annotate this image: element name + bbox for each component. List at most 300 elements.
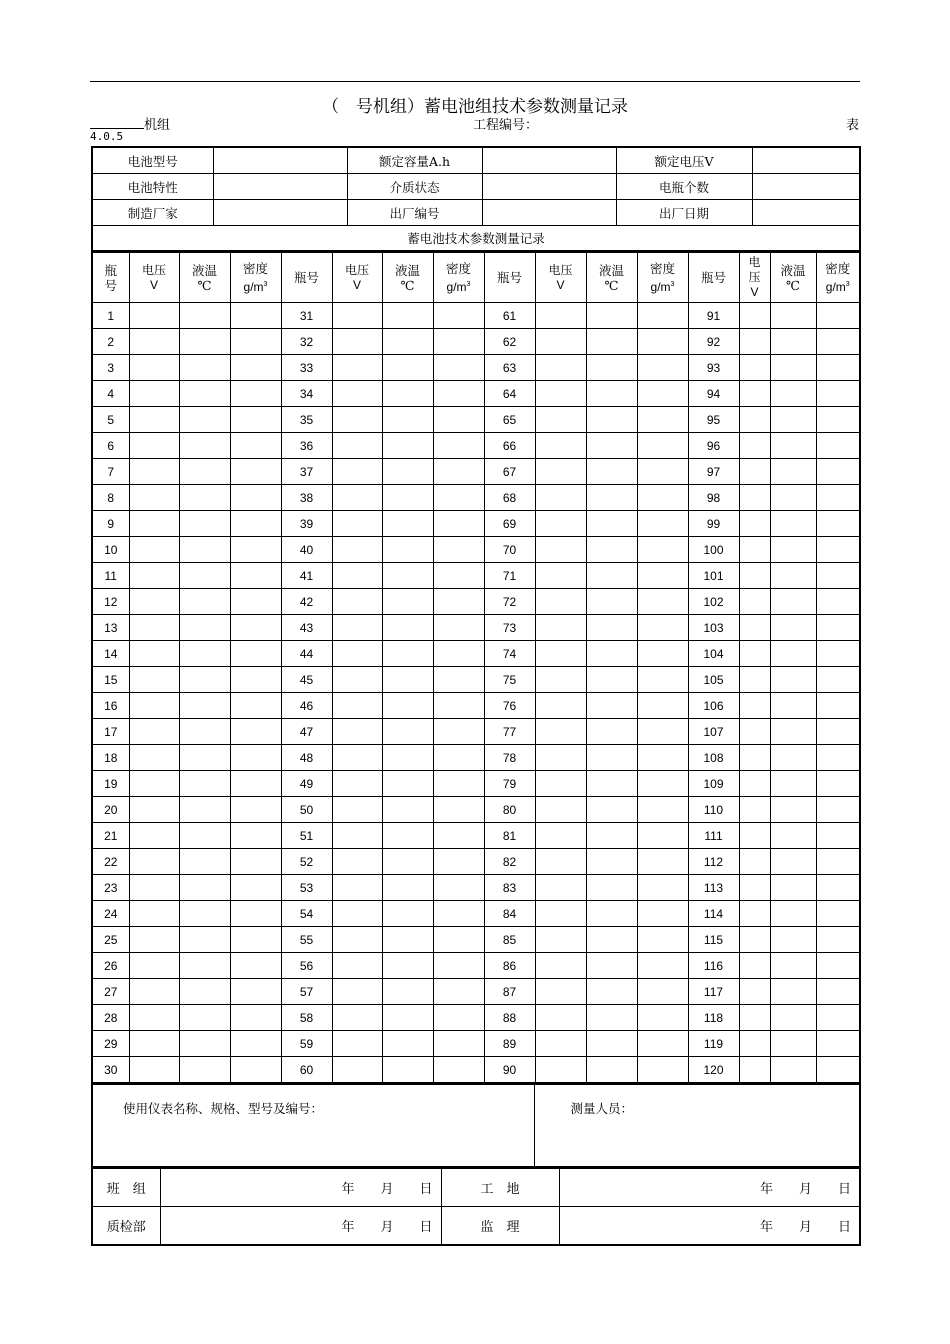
temperature-cell[interactable]: [179, 953, 230, 979]
voltage-cell[interactable]: [129, 771, 179, 797]
density-cell[interactable]: [230, 381, 281, 407]
density-cell[interactable]: [230, 719, 281, 745]
density-cell[interactable]: [230, 979, 281, 1005]
density-cell[interactable]: [433, 797, 484, 823]
voltage-cell[interactable]: [739, 927, 770, 953]
density-cell[interactable]: [230, 563, 281, 589]
info-value-cell[interactable]: [213, 174, 347, 200]
instruments-field[interactable]: [92, 1085, 534, 1168]
temperature-cell[interactable]: [770, 485, 816, 511]
density-cell[interactable]: [433, 381, 484, 407]
voltage-cell[interactable]: [332, 1057, 382, 1084]
density-cell[interactable]: [816, 1031, 860, 1057]
sign-left-date[interactable]: [160, 1207, 441, 1246]
temperature-cell[interactable]: [382, 901, 433, 927]
temperature-cell[interactable]: [586, 745, 637, 771]
density-cell[interactable]: [816, 381, 860, 407]
density-cell[interactable]: [433, 1005, 484, 1031]
temperature-cell[interactable]: [770, 745, 816, 771]
voltage-cell[interactable]: [535, 381, 586, 407]
info-value-cell[interactable]: [482, 200, 616, 226]
temperature-cell[interactable]: [586, 901, 637, 927]
voltage-cell[interactable]: [332, 667, 382, 693]
temperature-cell[interactable]: [382, 745, 433, 771]
density-cell[interactable]: [230, 1057, 281, 1084]
density-cell[interactable]: [230, 303, 281, 329]
voltage-cell[interactable]: [739, 381, 770, 407]
voltage-cell[interactable]: [739, 615, 770, 641]
temperature-cell[interactable]: [179, 1057, 230, 1084]
temperature-cell[interactable]: [382, 823, 433, 849]
temperature-cell[interactable]: [770, 329, 816, 355]
density-cell[interactable]: [230, 433, 281, 459]
voltage-cell[interactable]: [739, 537, 770, 563]
voltage-cell[interactable]: [739, 1005, 770, 1031]
temperature-cell[interactable]: [586, 927, 637, 953]
unit-blank[interactable]: [90, 116, 144, 129]
density-cell[interactable]: [816, 901, 860, 927]
density-cell[interactable]: [433, 615, 484, 641]
density-cell[interactable]: [637, 381, 688, 407]
voltage-cell[interactable]: [332, 1031, 382, 1057]
voltage-cell[interactable]: [535, 355, 586, 381]
density-cell[interactable]: [637, 355, 688, 381]
density-cell[interactable]: [230, 667, 281, 693]
temperature-cell[interactable]: [179, 615, 230, 641]
density-cell[interactable]: [816, 849, 860, 875]
voltage-cell[interactable]: [535, 615, 586, 641]
density-cell[interactable]: [230, 641, 281, 667]
density-cell[interactable]: [816, 1057, 860, 1084]
voltage-cell[interactable]: [129, 589, 179, 615]
voltage-cell[interactable]: [535, 693, 586, 719]
voltage-cell[interactable]: [535, 823, 586, 849]
voltage-cell[interactable]: [129, 303, 179, 329]
temperature-cell[interactable]: [586, 485, 637, 511]
density-cell[interactable]: [433, 927, 484, 953]
density-cell[interactable]: [637, 407, 688, 433]
density-cell[interactable]: [433, 1031, 484, 1057]
density-cell[interactable]: [816, 979, 860, 1005]
density-cell[interactable]: [433, 667, 484, 693]
temperature-cell[interactable]: [770, 433, 816, 459]
density-cell[interactable]: [433, 641, 484, 667]
voltage-cell[interactable]: [535, 1005, 586, 1031]
temperature-cell[interactable]: [770, 823, 816, 849]
temperature-cell[interactable]: [770, 537, 816, 563]
density-cell[interactable]: [230, 355, 281, 381]
temperature-cell[interactable]: [382, 563, 433, 589]
voltage-cell[interactable]: [739, 823, 770, 849]
temperature-cell[interactable]: [382, 407, 433, 433]
density-cell[interactable]: [433, 433, 484, 459]
temperature-cell[interactable]: [770, 563, 816, 589]
density-cell[interactable]: [637, 667, 688, 693]
density-cell[interactable]: [637, 303, 688, 329]
density-cell[interactable]: [230, 1031, 281, 1057]
density-cell[interactable]: [816, 745, 860, 771]
voltage-cell[interactable]: [332, 511, 382, 537]
temperature-cell[interactable]: [770, 1031, 816, 1057]
voltage-cell[interactable]: [739, 433, 770, 459]
temperature-cell[interactable]: [179, 797, 230, 823]
voltage-cell[interactable]: [739, 875, 770, 901]
density-cell[interactable]: [816, 823, 860, 849]
temperature-cell[interactable]: [586, 407, 637, 433]
temperature-cell[interactable]: [382, 849, 433, 875]
density-cell[interactable]: [230, 823, 281, 849]
temperature-cell[interactable]: [382, 1057, 433, 1084]
voltage-cell[interactable]: [535, 459, 586, 485]
voltage-cell[interactable]: [739, 797, 770, 823]
temperature-cell[interactable]: [382, 511, 433, 537]
voltage-cell[interactable]: [332, 901, 382, 927]
temperature-cell[interactable]: [382, 1031, 433, 1057]
voltage-cell[interactable]: [332, 407, 382, 433]
voltage-cell[interactable]: [535, 485, 586, 511]
temperature-cell[interactable]: [586, 823, 637, 849]
temperature-cell[interactable]: [770, 1057, 816, 1084]
temperature-cell[interactable]: [770, 641, 816, 667]
voltage-cell[interactable]: [332, 797, 382, 823]
density-cell[interactable]: [816, 771, 860, 797]
temperature-cell[interactable]: [179, 641, 230, 667]
temperature-cell[interactable]: [586, 641, 637, 667]
temperature-cell[interactable]: [770, 875, 816, 901]
temperature-cell[interactable]: [179, 355, 230, 381]
voltage-cell[interactable]: [535, 797, 586, 823]
density-cell[interactable]: [230, 875, 281, 901]
density-cell[interactable]: [637, 745, 688, 771]
voltage-cell[interactable]: [535, 537, 586, 563]
voltage-cell[interactable]: [739, 459, 770, 485]
density-cell[interactable]: [816, 485, 860, 511]
density-cell[interactable]: [637, 719, 688, 745]
voltage-cell[interactable]: [535, 849, 586, 875]
density-cell[interactable]: [433, 745, 484, 771]
density-cell[interactable]: [816, 303, 860, 329]
density-cell[interactable]: [816, 433, 860, 459]
temperature-cell[interactable]: [586, 511, 637, 537]
density-cell[interactable]: [816, 667, 860, 693]
density-cell[interactable]: [816, 459, 860, 485]
temperature-cell[interactable]: [382, 615, 433, 641]
temperature-cell[interactable]: [382, 381, 433, 407]
voltage-cell[interactable]: [535, 901, 586, 927]
density-cell[interactable]: [230, 459, 281, 485]
voltage-cell[interactable]: [129, 927, 179, 953]
density-cell[interactable]: [816, 563, 860, 589]
temperature-cell[interactable]: [179, 485, 230, 511]
voltage-cell[interactable]: [739, 329, 770, 355]
temperature-cell[interactable]: [179, 329, 230, 355]
density-cell[interactable]: [433, 355, 484, 381]
voltage-cell[interactable]: [535, 511, 586, 537]
temperature-cell[interactable]: [179, 1031, 230, 1057]
density-cell[interactable]: [816, 875, 860, 901]
info-value-cell[interactable]: [752, 200, 860, 226]
temperature-cell[interactable]: [179, 563, 230, 589]
density-cell[interactable]: [637, 1031, 688, 1057]
density-cell[interactable]: [433, 979, 484, 1005]
density-cell[interactable]: [230, 797, 281, 823]
voltage-cell[interactable]: [535, 589, 586, 615]
temperature-cell[interactable]: [382, 641, 433, 667]
density-cell[interactable]: [816, 511, 860, 537]
voltage-cell[interactable]: [332, 537, 382, 563]
temperature-cell[interactable]: [382, 693, 433, 719]
voltage-cell[interactable]: [739, 901, 770, 927]
density-cell[interactable]: [816, 589, 860, 615]
voltage-cell[interactable]: [535, 641, 586, 667]
voltage-cell[interactable]: [535, 875, 586, 901]
density-cell[interactable]: [637, 849, 688, 875]
density-cell[interactable]: [637, 901, 688, 927]
temperature-cell[interactable]: [586, 563, 637, 589]
temperature-cell[interactable]: [179, 589, 230, 615]
temperature-cell[interactable]: [179, 1005, 230, 1031]
density-cell[interactable]: [816, 953, 860, 979]
voltage-cell[interactable]: [129, 355, 179, 381]
density-cell[interactable]: [637, 927, 688, 953]
temperature-cell[interactable]: [586, 797, 637, 823]
temperature-cell[interactable]: [770, 719, 816, 745]
temperature-cell[interactable]: [586, 1005, 637, 1031]
temperature-cell[interactable]: [586, 719, 637, 745]
info-value-cell[interactable]: [752, 147, 860, 174]
sign-right-date[interactable]: [559, 1207, 860, 1246]
temperature-cell[interactable]: [586, 771, 637, 797]
voltage-cell[interactable]: [129, 537, 179, 563]
density-cell[interactable]: [637, 615, 688, 641]
voltage-cell[interactable]: [535, 1031, 586, 1057]
density-cell[interactable]: [230, 927, 281, 953]
voltage-cell[interactable]: [129, 953, 179, 979]
temperature-cell[interactable]: [382, 1005, 433, 1031]
voltage-cell[interactable]: [332, 329, 382, 355]
density-cell[interactable]: [816, 797, 860, 823]
voltage-cell[interactable]: [739, 719, 770, 745]
voltage-cell[interactable]: [535, 563, 586, 589]
temperature-cell[interactable]: [382, 589, 433, 615]
temperature-cell[interactable]: [382, 537, 433, 563]
density-cell[interactable]: [433, 953, 484, 979]
voltage-cell[interactable]: [332, 459, 382, 485]
density-cell[interactable]: [637, 693, 688, 719]
temperature-cell[interactable]: [770, 771, 816, 797]
density-cell[interactable]: [816, 407, 860, 433]
temperature-cell[interactable]: [770, 849, 816, 875]
density-cell[interactable]: [433, 589, 484, 615]
voltage-cell[interactable]: [332, 745, 382, 771]
voltage-cell[interactable]: [332, 355, 382, 381]
voltage-cell[interactable]: [535, 953, 586, 979]
voltage-cell[interactable]: [129, 1031, 179, 1057]
density-cell[interactable]: [816, 719, 860, 745]
density-cell[interactable]: [230, 693, 281, 719]
temperature-cell[interactable]: [770, 459, 816, 485]
density-cell[interactable]: [816, 615, 860, 641]
voltage-cell[interactable]: [535, 303, 586, 329]
voltage-cell[interactable]: [129, 329, 179, 355]
info-value-cell[interactable]: [482, 174, 616, 200]
temperature-cell[interactable]: [586, 433, 637, 459]
density-cell[interactable]: [637, 537, 688, 563]
voltage-cell[interactable]: [129, 563, 179, 589]
temperature-cell[interactable]: [179, 901, 230, 927]
density-cell[interactable]: [433, 875, 484, 901]
temperature-cell[interactable]: [770, 407, 816, 433]
temperature-cell[interactable]: [770, 1005, 816, 1031]
voltage-cell[interactable]: [535, 745, 586, 771]
temperature-cell[interactable]: [179, 927, 230, 953]
voltage-cell[interactable]: [129, 719, 179, 745]
density-cell[interactable]: [637, 979, 688, 1005]
voltage-cell[interactable]: [332, 953, 382, 979]
voltage-cell[interactable]: [129, 693, 179, 719]
voltage-cell[interactable]: [129, 797, 179, 823]
temperature-cell[interactable]: [382, 355, 433, 381]
temperature-cell[interactable]: [179, 875, 230, 901]
density-cell[interactable]: [637, 1057, 688, 1084]
voltage-cell[interactable]: [332, 849, 382, 875]
temperature-cell[interactable]: [179, 719, 230, 745]
voltage-cell[interactable]: [535, 719, 586, 745]
temperature-cell[interactable]: [179, 433, 230, 459]
voltage-cell[interactable]: [332, 771, 382, 797]
density-cell[interactable]: [230, 745, 281, 771]
density-cell[interactable]: [230, 537, 281, 563]
density-cell[interactable]: [816, 1005, 860, 1031]
voltage-cell[interactable]: [332, 1005, 382, 1031]
temperature-cell[interactable]: [382, 979, 433, 1005]
voltage-cell[interactable]: [332, 823, 382, 849]
density-cell[interactable]: [433, 1057, 484, 1084]
temperature-cell[interactable]: [179, 823, 230, 849]
density-cell[interactable]: [637, 797, 688, 823]
voltage-cell[interactable]: [129, 511, 179, 537]
density-cell[interactable]: [230, 589, 281, 615]
temperature-cell[interactable]: [179, 459, 230, 485]
density-cell[interactable]: [637, 641, 688, 667]
voltage-cell[interactable]: [739, 303, 770, 329]
voltage-cell[interactable]: [535, 329, 586, 355]
temperature-cell[interactable]: [179, 381, 230, 407]
voltage-cell[interactable]: [129, 875, 179, 901]
temperature-cell[interactable]: [586, 381, 637, 407]
temperature-cell[interactable]: [586, 589, 637, 615]
temperature-cell[interactable]: [179, 771, 230, 797]
density-cell[interactable]: [433, 485, 484, 511]
density-cell[interactable]: [433, 901, 484, 927]
voltage-cell[interactable]: [332, 719, 382, 745]
info-value-cell[interactable]: [213, 147, 347, 174]
temperature-cell[interactable]: [382, 719, 433, 745]
density-cell[interactable]: [816, 693, 860, 719]
temperature-cell[interactable]: [770, 615, 816, 641]
temperature-cell[interactable]: [586, 667, 637, 693]
voltage-cell[interactable]: [129, 641, 179, 667]
temperature-cell[interactable]: [586, 329, 637, 355]
density-cell[interactable]: [637, 433, 688, 459]
temperature-cell[interactable]: [382, 433, 433, 459]
temperature-cell[interactable]: [770, 381, 816, 407]
density-cell[interactable]: [230, 901, 281, 927]
density-cell[interactable]: [637, 771, 688, 797]
density-cell[interactable]: [816, 537, 860, 563]
temperature-cell[interactable]: [770, 511, 816, 537]
voltage-cell[interactable]: [535, 771, 586, 797]
density-cell[interactable]: [637, 875, 688, 901]
temperature-cell[interactable]: [179, 979, 230, 1005]
density-cell[interactable]: [230, 485, 281, 511]
density-cell[interactable]: [230, 407, 281, 433]
voltage-cell[interactable]: [332, 615, 382, 641]
temperature-cell[interactable]: [586, 849, 637, 875]
voltage-cell[interactable]: [739, 693, 770, 719]
temperature-cell[interactable]: [382, 953, 433, 979]
density-cell[interactable]: [637, 485, 688, 511]
density-cell[interactable]: [816, 329, 860, 355]
temperature-cell[interactable]: [586, 537, 637, 563]
voltage-cell[interactable]: [332, 433, 382, 459]
density-cell[interactable]: [433, 303, 484, 329]
sign-right-date[interactable]: [559, 1169, 860, 1207]
density-cell[interactable]: [637, 1005, 688, 1031]
temperature-cell[interactable]: [586, 355, 637, 381]
voltage-cell[interactable]: [739, 563, 770, 589]
density-cell[interactable]: [433, 823, 484, 849]
temperature-cell[interactable]: [586, 1057, 637, 1084]
temperature-cell[interactable]: [382, 927, 433, 953]
temperature-cell[interactable]: [382, 459, 433, 485]
voltage-cell[interactable]: [332, 381, 382, 407]
voltage-cell[interactable]: [332, 693, 382, 719]
voltage-cell[interactable]: [739, 485, 770, 511]
voltage-cell[interactable]: [129, 407, 179, 433]
density-cell[interactable]: [230, 615, 281, 641]
density-cell[interactable]: [637, 459, 688, 485]
voltage-cell[interactable]: [129, 849, 179, 875]
temperature-cell[interactable]: [586, 875, 637, 901]
temperature-cell[interactable]: [179, 537, 230, 563]
density-cell[interactable]: [230, 849, 281, 875]
density-cell[interactable]: [230, 953, 281, 979]
voltage-cell[interactable]: [739, 1057, 770, 1084]
temperature-cell[interactable]: [382, 667, 433, 693]
density-cell[interactable]: [433, 329, 484, 355]
temperature-cell[interactable]: [586, 953, 637, 979]
voltage-cell[interactable]: [535, 1057, 586, 1084]
density-cell[interactable]: [433, 459, 484, 485]
voltage-cell[interactable]: [739, 745, 770, 771]
density-cell[interactable]: [433, 511, 484, 537]
temperature-cell[interactable]: [179, 511, 230, 537]
temperature-cell[interactable]: [586, 1031, 637, 1057]
voltage-cell[interactable]: [535, 433, 586, 459]
density-cell[interactable]: [637, 823, 688, 849]
voltage-cell[interactable]: [739, 511, 770, 537]
temperature-cell[interactable]: [770, 927, 816, 953]
density-cell[interactable]: [637, 329, 688, 355]
voltage-cell[interactable]: [739, 355, 770, 381]
temperature-cell[interactable]: [382, 485, 433, 511]
density-cell[interactable]: [230, 511, 281, 537]
voltage-cell[interactable]: [129, 745, 179, 771]
temperature-cell[interactable]: [179, 745, 230, 771]
temperature-cell[interactable]: [586, 303, 637, 329]
voltage-cell[interactable]: [129, 901, 179, 927]
